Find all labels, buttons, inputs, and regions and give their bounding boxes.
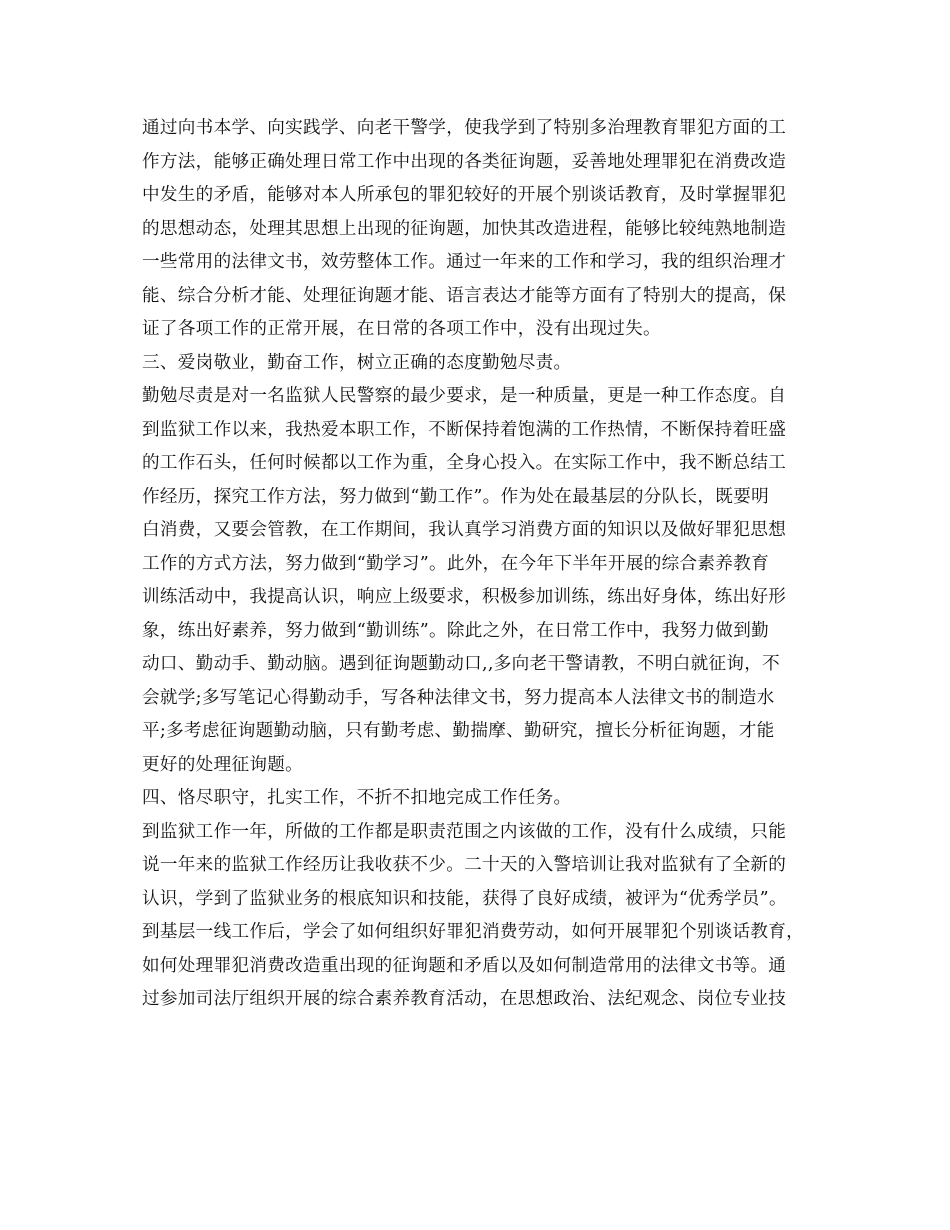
text-line: 到基层一线工作后，学会了如何组织好罪犯消费劳动，如何开展罪犯个别谈话教育， bbox=[142, 922, 805, 942]
text-line: 一些常用的法律文书，效劳整体工作。通过一年来的工作和学习，我的组织治理才 bbox=[142, 252, 787, 272]
text-line: 工作的方式方法，努力做到“勤学习”。此外，在今年下半年开展的综合素养教育 bbox=[142, 553, 769, 574]
text-line: 中发生的矛盾，能够对本人所承包的罪犯较好的开展个别谈话教育，及时掌握罪犯 bbox=[142, 185, 787, 205]
text-line: 三、爱岗敬业，勤奋工作，树立正确的态度勤勉尽责。 bbox=[142, 352, 572, 373]
text-line: 能、综合分析才能、处理征询题才能、语言表达才能等方面有了特别大的提高，保 bbox=[142, 285, 787, 306]
text-line: 的思想动态，处理其思想上出现的征询题，加快其改造进程，能够比较纯熟地制造 bbox=[142, 218, 787, 239]
text-line: 动口、勤动手、勤动脑。遇到征询题勤动口,,多向老干警请教，不明白就征询，不 bbox=[142, 654, 781, 674]
text-line: 到监狱工作以来，我热爱本职工作，不断保持着饱满的工作热情，不断保持着旺盛 bbox=[142, 419, 787, 440]
text-line: 的工作石头，任何时候都以工作为重，全身心投入。在实际工作中，我不断总结工 bbox=[142, 453, 787, 473]
text-line: 会就学;多写笔记心得勤动手，写各种法律文书，努力提高本人法律文书的制造水 bbox=[142, 687, 775, 708]
text-line: 勤勉尽责是对一名监狱人民警察的最少要求，是一种质量，更是一种工作态度。自 bbox=[142, 386, 787, 406]
text-line: 更好的处理征询题。 bbox=[142, 754, 304, 775]
text-line: 平;多考虑征询题勤动脑，只有勤考虑、勤揣摩、勤研究，擅长分析征询题，才能 bbox=[142, 721, 775, 741]
text-line: 白消费，又要会管教，在工作期间，我认真学习消费方面的知识以及做好罪犯思想 bbox=[142, 520, 787, 540]
text-line: 到监狱工作一年，所做的工作都是职责范围之内该做的工作，没有什么成绩，只能 bbox=[142, 821, 787, 842]
text-line: 通过向书本学、向实践学、向老干警学，使我学到了特别多治理教育罪犯方面的工 bbox=[142, 118, 787, 138]
text-line: 过参加司法厅组织开展的综合素养教育活动，在思想政治、法纪观念、岗位专业技 bbox=[142, 989, 787, 1009]
text-line: 作经历，探究工作方法，努力做到“勤工作”。作为处在最基层的分队长，既要明 bbox=[142, 486, 769, 507]
text-line: 象，练出好素养，努力做到“勤训练”。除此之外，在日常工作中，我努力做到勤 bbox=[142, 620, 769, 641]
text-line: 四、恪尽职守，扎实工作，不折不扣地完成工作任务。 bbox=[142, 788, 572, 808]
text-line: 说一年来的监狱工作经历让我收获不少。二十天的入警培训让我对监狱有了全新的 bbox=[142, 855, 787, 875]
text-line: 证了各项工作的正常开展，在日常的各项工作中，没有出现过失。 bbox=[142, 319, 661, 339]
text-line: 认识，学到了监狱业务的根底知识和技能，获得了良好成绩，被评为“优秀学员”。 bbox=[142, 888, 787, 909]
text-line: 如何处理罪犯消费改造重出现的征询题和矛盾以及如何制造常用的法律文书等。通 bbox=[142, 955, 787, 976]
text-line: 训练活动中，我提高认识，响应上级要求，积极参加训练，练出好身体，练出好形 bbox=[142, 587, 787, 607]
text-line: 作方法，能够正确处理日常工作中出现的各类征询题，妥善地处理罪犯在消费改造 bbox=[142, 151, 787, 172]
document-body bbox=[142, 112, 822, 1017]
